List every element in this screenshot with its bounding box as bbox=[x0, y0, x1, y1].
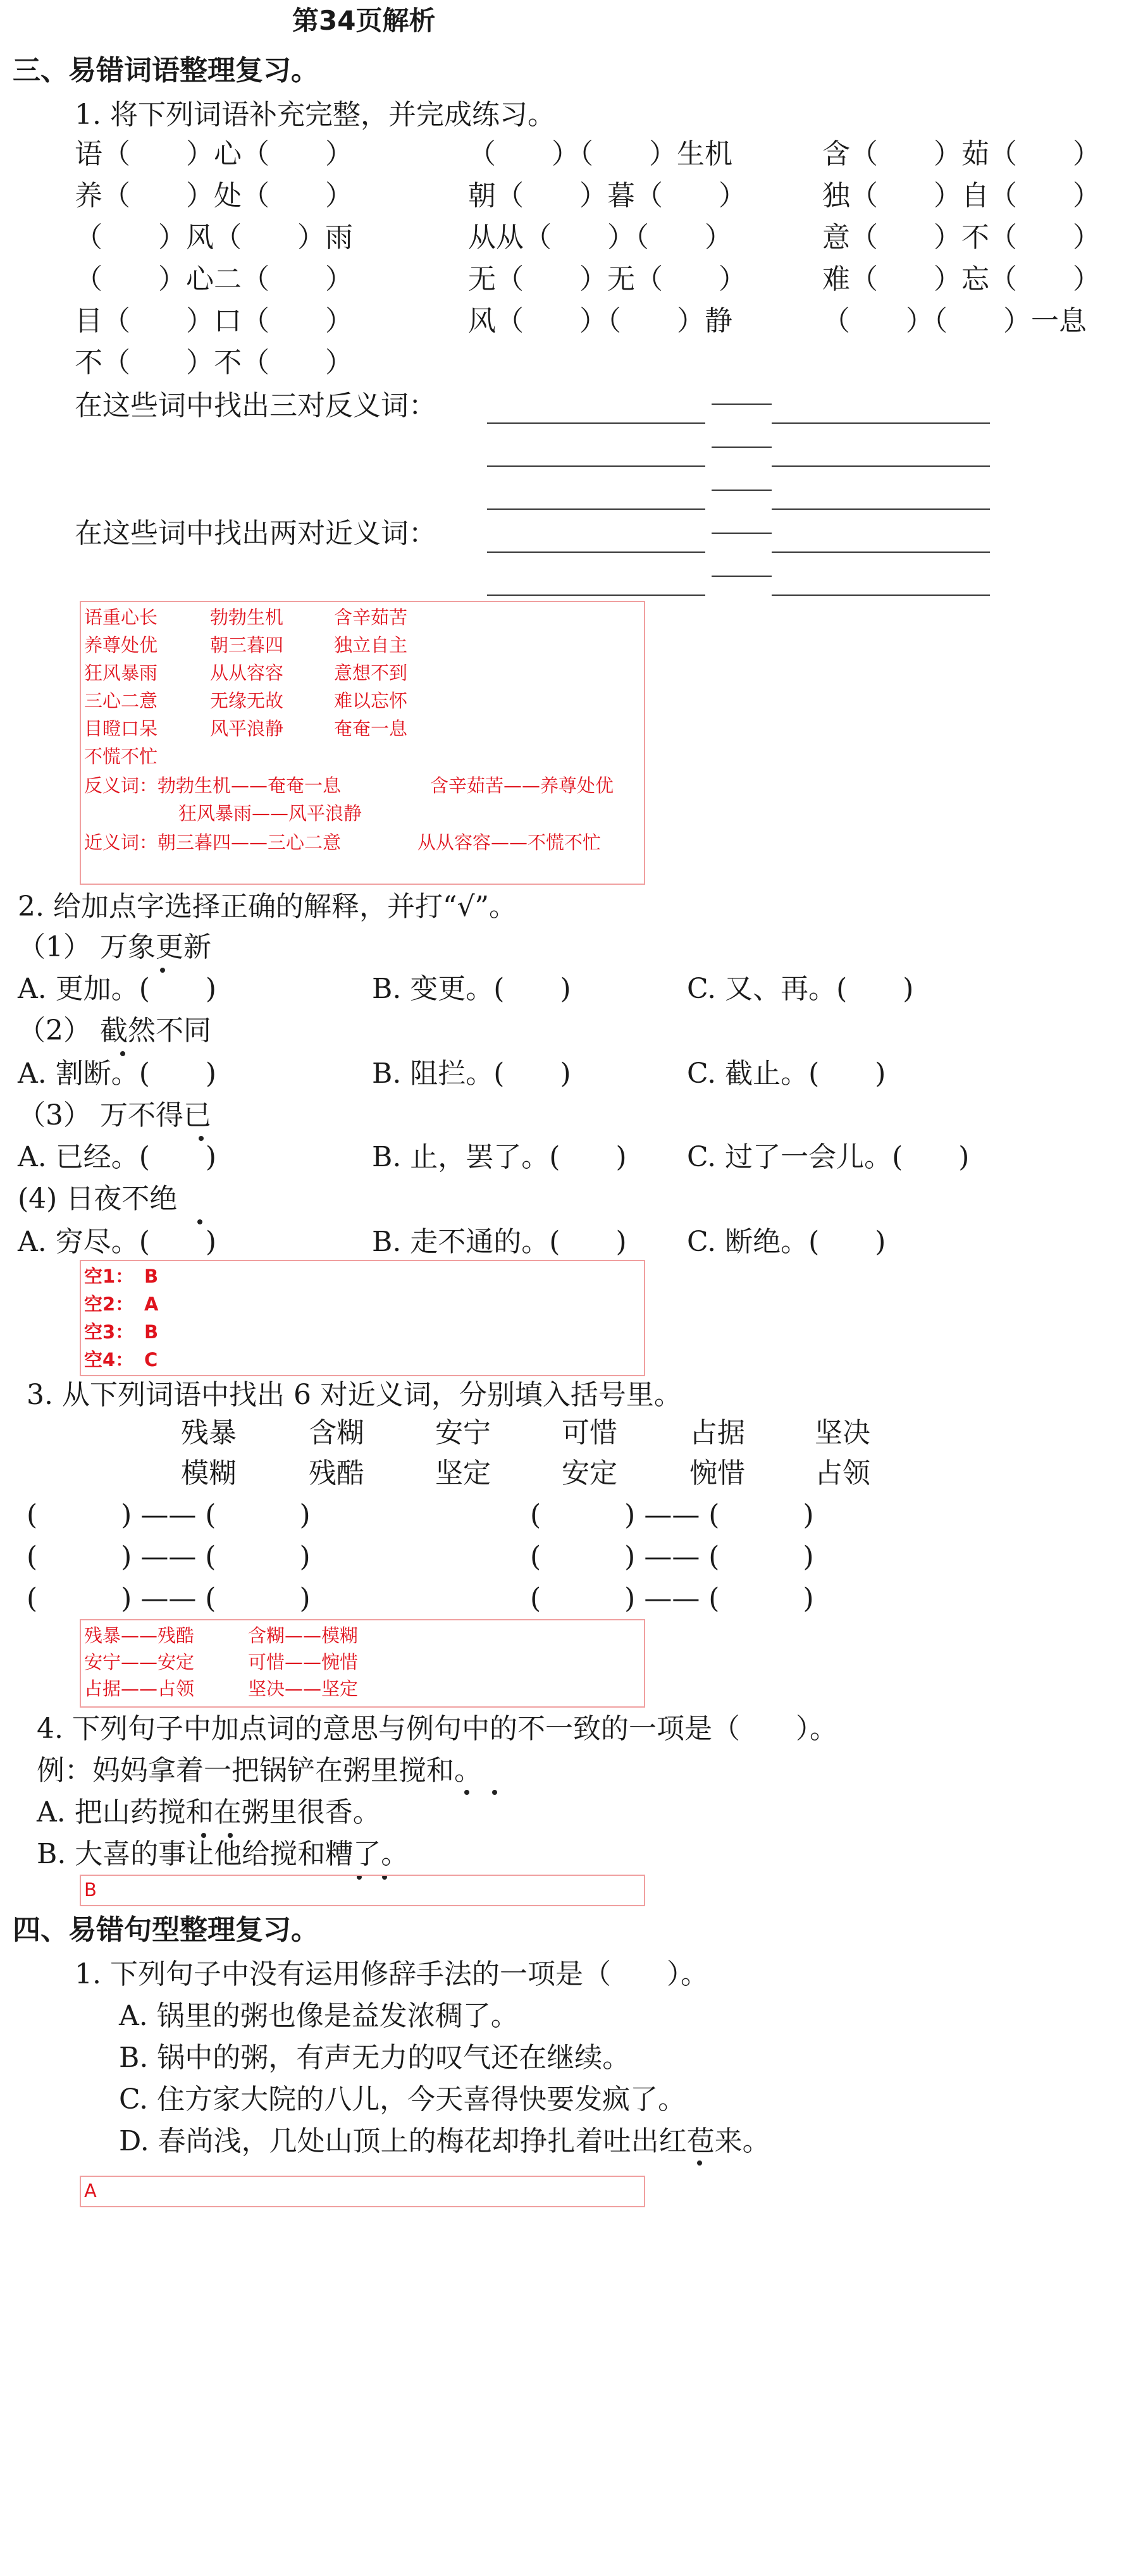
emphasis-dot bbox=[197, 1219, 202, 1224]
s4q1-option: C. 住方家大院的八儿，今天喜得快要发疯了。 bbox=[119, 2083, 686, 2116]
answer-blank-left[interactable] bbox=[487, 552, 705, 553]
q2-answer-value: B bbox=[144, 1266, 159, 1287]
answer-dash bbox=[712, 447, 772, 448]
q3-pair-blank: ( ) —— ( ) bbox=[530, 1541, 814, 1573]
q2-answer-value: C bbox=[144, 1349, 158, 1371]
q1-answer-word: 狂风暴雨 bbox=[84, 662, 158, 684]
s4q1-answer: A bbox=[84, 2180, 97, 2202]
emphasis-dot bbox=[120, 1051, 125, 1056]
q1-word-blank: 含（ ）茹（ ） bbox=[822, 138, 1101, 170]
s4q1-answer-box bbox=[80, 2176, 645, 2207]
section-4-title: 四、易错句型整理复习。 bbox=[13, 1914, 319, 1946]
q3-answer-pair: 安宁——安定 bbox=[84, 1651, 195, 1673]
answer-blank-left[interactable] bbox=[487, 422, 705, 424]
q1-word-blank: 语（ ）心（ ） bbox=[75, 138, 353, 170]
antonym-prompt: 在这些词中找出三对反义词： bbox=[75, 390, 436, 422]
q1-word-blank: 风（ ）（ ）静 bbox=[468, 305, 732, 337]
answer-blank-right[interactable] bbox=[772, 595, 990, 596]
q1-answer-synonym-b: 从从容容——不慌不忙 bbox=[417, 832, 602, 853]
q4-option-a: A. 把山药搅和在粥里很香。 bbox=[37, 1796, 381, 1828]
q4-example: 例：妈妈拿着一把锅铲在粥里搅和。 bbox=[37, 1754, 482, 1787]
q1-word-blank: 朝（ ）暮（ ） bbox=[468, 180, 746, 212]
q1-stem: 1. 将下列词语补充完整，并完成练习。 bbox=[75, 99, 555, 131]
q3-word: 坚定 bbox=[435, 1457, 491, 1489]
q1-word-blank: （ ）（ ）一息 bbox=[822, 305, 1087, 337]
answer-blank-right[interactable] bbox=[772, 465, 990, 467]
q3-word: 残酷 bbox=[309, 1457, 364, 1489]
s4q1-stem: 1. 下列句子中没有运用修辞手法的一项是（ ）。 bbox=[75, 1958, 708, 1990]
answer-blank-left[interactable] bbox=[487, 508, 705, 510]
q2-option-b: B. 走不通的。( ) bbox=[372, 1226, 627, 1258]
q3-word: 惋惜 bbox=[689, 1457, 745, 1489]
q1-answer-word: 难以忘怀 bbox=[334, 690, 408, 712]
q3-pair-blank: ( ) —— ( ) bbox=[530, 1499, 814, 1531]
answer-blank-right[interactable] bbox=[772, 508, 990, 510]
q1-word-blank: 意（ ）不（ ） bbox=[822, 221, 1101, 254]
q1-word-blank: 难（ ）忘（ ） bbox=[822, 263, 1101, 295]
q3-answer-pair: 占据——占领 bbox=[84, 1678, 195, 1699]
page-title: 第34页解析 bbox=[292, 5, 436, 36]
q2-option-c: C. 断绝。( ) bbox=[687, 1226, 886, 1258]
q3-word: 安宁 bbox=[435, 1417, 491, 1449]
emphasis-dot bbox=[160, 968, 165, 973]
q3-word: 残暴 bbox=[181, 1417, 237, 1449]
answer-dash bbox=[712, 576, 772, 577]
q1-word-blank: （ ）（ ）生机 bbox=[468, 138, 732, 170]
q2-option-b: B. 止，罢了。( ) bbox=[372, 1141, 627, 1173]
q1-word-blank: （ ）心二（ ） bbox=[75, 263, 353, 295]
q1-answer-word: 从从容容 bbox=[210, 662, 284, 684]
q1-answer-antonym-1b: 含辛茹苦——养尊处优 bbox=[430, 775, 614, 796]
q3-word: 含糊 bbox=[309, 1417, 364, 1449]
q2-item-title: （3） 万不得已 bbox=[18, 1099, 211, 1131]
q2-stem: 2. 给加点字选择正确的解释，并打“√”。 bbox=[18, 891, 517, 923]
q1-answer-word: 含辛茹苦 bbox=[334, 607, 408, 628]
emphasis-dot bbox=[492, 1790, 497, 1795]
emphasis-dot bbox=[199, 1136, 204, 1141]
q1-answer-word: 语重心长 bbox=[84, 607, 158, 628]
q1-word-blank: 目（ ）口（ ） bbox=[75, 305, 353, 337]
q1-answer-word: 朝三暮四 bbox=[210, 634, 284, 656]
q1-answer-antonym-1a: 反义词：勃勃生机——奄奄一息 bbox=[84, 775, 342, 796]
q2-answer-box bbox=[80, 1260, 645, 1376]
q2-option-c: C. 又、再。( ) bbox=[687, 973, 914, 1005]
answer-blank-left[interactable] bbox=[487, 595, 705, 596]
q3-answer-pair: 残暴——残酷 bbox=[84, 1625, 195, 1646]
q2-item-title: （2） 截然不同 bbox=[18, 1014, 211, 1047]
q3-word: 可惜 bbox=[562, 1417, 617, 1449]
q1-answer-word: 无缘无故 bbox=[210, 690, 284, 712]
q2-answer-label: 空2： bbox=[84, 1293, 134, 1315]
q4-answer: B bbox=[84, 1879, 97, 1901]
q1-answer-word: 意想不到 bbox=[334, 662, 408, 684]
q2-option-c: C. 截止。( ) bbox=[687, 1057, 886, 1090]
emphasis-dot bbox=[201, 1833, 206, 1838]
q2-option-a: A. 已经。( ) bbox=[18, 1141, 217, 1173]
emphasis-dot bbox=[228, 1833, 233, 1838]
q1-answer-synonym-a: 近义词：朝三暮四——三心二意 bbox=[84, 832, 342, 853]
q2-answer-value: B bbox=[144, 1321, 159, 1343]
s4q1-option: D. 春尚浅，几处山顶上的梅花却挣扎着吐出红苞来。 bbox=[119, 2125, 770, 2157]
q1-answer-word: 养尊处优 bbox=[84, 634, 158, 656]
q3-word: 模糊 bbox=[181, 1457, 237, 1489]
answer-blank-right[interactable] bbox=[772, 552, 990, 553]
q1-answer-word: 风平浪静 bbox=[210, 718, 284, 739]
q3-answer-pair: 含糊——模糊 bbox=[248, 1625, 359, 1646]
q2-option-a: A. 更加。( ) bbox=[18, 973, 217, 1005]
q4-answer-box bbox=[80, 1875, 645, 1906]
q3-pair-blank: ( ) —— ( ) bbox=[27, 1582, 311, 1615]
q2-item-title: （1） 万象更新 bbox=[18, 931, 211, 963]
q3-word: 坚决 bbox=[815, 1417, 870, 1449]
answer-dash bbox=[712, 404, 772, 405]
emphasis-dot bbox=[464, 1790, 469, 1795]
q2-option-a: A. 割断。( ) bbox=[18, 1057, 217, 1090]
q1-word-blank: 养（ ）处（ ） bbox=[75, 180, 353, 212]
q2-answer-label: 空1： bbox=[84, 1266, 134, 1287]
q1-answer-word: 勃勃生机 bbox=[210, 607, 284, 628]
q1-word-blank: 无（ ）无（ ） bbox=[468, 263, 746, 295]
synonym-prompt: 在这些词中找出两对近义词： bbox=[75, 517, 436, 550]
s4q1-option: B. 锅中的粥，有声无力的叹气还在继续。 bbox=[119, 2042, 631, 2074]
answer-blank-left[interactable] bbox=[487, 465, 705, 467]
emphasis-dot bbox=[697, 2160, 702, 2166]
q3-answer-pair: 坚决——坚定 bbox=[248, 1678, 359, 1699]
q2-answer-label: 空4： bbox=[84, 1349, 134, 1371]
s4q1-option: A. 锅里的粥也像是益发浓稠了。 bbox=[119, 2000, 519, 2032]
q2-item-title: (4) 日夜不绝 bbox=[18, 1183, 178, 1215]
q3-pair-blank: ( ) —— ( ) bbox=[27, 1499, 311, 1531]
q2-option-b: B. 阻拦。( ) bbox=[372, 1057, 571, 1090]
q3-stem: 3. 从下列词语中找出 6 对近义词，分别填入括号里。 bbox=[27, 1379, 682, 1411]
answer-dash bbox=[712, 533, 772, 534]
q3-pair-blank: ( ) —— ( ) bbox=[530, 1582, 814, 1615]
q3-word: 占据 bbox=[689, 1417, 745, 1449]
q1-word-blank: （ ）风（ ）雨 bbox=[75, 221, 353, 254]
q1-answer-antonym-2: 狂风暴雨——风平浪静 bbox=[178, 803, 362, 824]
q1-answer-word: 目瞪口呆 bbox=[84, 718, 158, 739]
section-3-title: 三、易错词语整理复习。 bbox=[13, 54, 319, 87]
q1-word-blank: 从从（ ）（ ） bbox=[468, 221, 732, 254]
q3-word: 占领 bbox=[815, 1457, 870, 1489]
answer-blank-right[interactable] bbox=[772, 422, 990, 424]
q3-word: 安定 bbox=[562, 1457, 617, 1489]
q1-word-blank: 不（ ）不（ ） bbox=[75, 347, 353, 379]
q1-answer-word: 奄奄一息 bbox=[334, 718, 408, 739]
q1-word-blank: 独（ ）自（ ） bbox=[822, 180, 1101, 212]
q2-option-c: C. 过了一会儿。( ) bbox=[687, 1141, 970, 1173]
q3-answer-pair: 可惜——惋惜 bbox=[248, 1651, 359, 1673]
q2-answer-label: 空3： bbox=[84, 1321, 134, 1343]
q1-answer-word: 独立自主 bbox=[334, 634, 408, 656]
q2-option-a: A. 穷尽。( ) bbox=[18, 1226, 217, 1258]
answer-dash bbox=[712, 490, 772, 491]
q4-stem: 4. 下列句子中加点词的意思与例句中的不一致的一项是（ ）。 bbox=[37, 1713, 837, 1745]
q1-answer-word: 不慌不忙 bbox=[84, 746, 158, 767]
q2-answer-value: A bbox=[144, 1293, 159, 1315]
q2-option-b: B. 变更。( ) bbox=[372, 973, 571, 1005]
q1-answer-word: 三心二意 bbox=[84, 690, 158, 712]
q3-pair-blank: ( ) —— ( ) bbox=[27, 1541, 311, 1573]
q4-option-b: B. 大喜的事让他给搅和糟了。 bbox=[37, 1838, 409, 1870]
